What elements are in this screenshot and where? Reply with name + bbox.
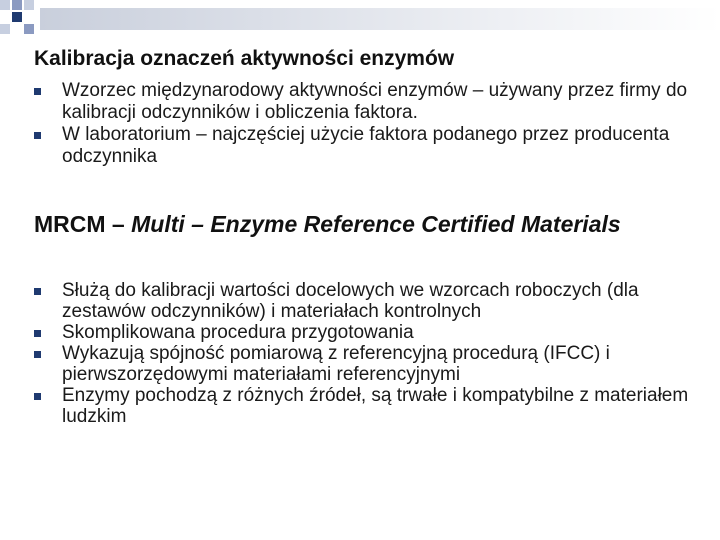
deco-square [12,12,22,22]
list-item [34,124,710,168]
section-heading-italic: Multi – Enzyme Reference Certified Materials [131,211,621,237]
slide-title: Kalibracja oznaczeń aktywności enzymów [34,47,455,70]
section-heading-plain: MRCM – [34,211,132,237]
list-item [34,385,710,427]
deco-square [24,0,34,10]
bullet-list-calibration [34,80,710,168]
list-item [34,322,710,343]
list-item-text: W laboratorium – najczęściej użycie faktora podanego przez producenta odczynnika [62,124,670,167]
bullet-list-mrcm [34,280,710,427]
square-bullet-icon [34,351,41,358]
list-item-text: Służą do kalibracji wartości docelowych we wzorcach roboczych (dla zestawów odczynników) i materiałach kontrolnych [62,280,639,322]
header-gradient-bar [40,8,720,30]
square-bullet-icon [34,288,41,295]
list-item-text: Wzorzec międzynarodowy aktywności enzymów – używany przez firmy do kalibracji odczynników i obliczenia faktora. [62,80,688,123]
list-item [34,280,710,322]
square-bullet-icon [34,88,41,95]
square-bullet-icon [34,393,41,400]
deco-square [0,0,10,10]
deco-square [12,0,22,10]
list-item [34,343,710,385]
section-heading-mrcm [34,210,684,239]
header-decoration [0,0,720,40]
list-item-text: Enzymy pochodzą z różnych źródeł, są trwałe i kompatybilne z materiałem ludzkim [62,385,689,427]
square-bullet-icon [34,330,41,337]
deco-square [24,24,34,34]
deco-square [0,24,10,34]
list-item-text: Skomplikowana procedura przygotowania [62,322,414,343]
list-item [34,80,710,124]
list-item-text: Wykazują spójność pomiarową z referencyjną procedurą (IFCC) i pierwszorzędowymi materiałami referencyjnymi [62,343,610,385]
square-bullet-icon [34,132,41,139]
